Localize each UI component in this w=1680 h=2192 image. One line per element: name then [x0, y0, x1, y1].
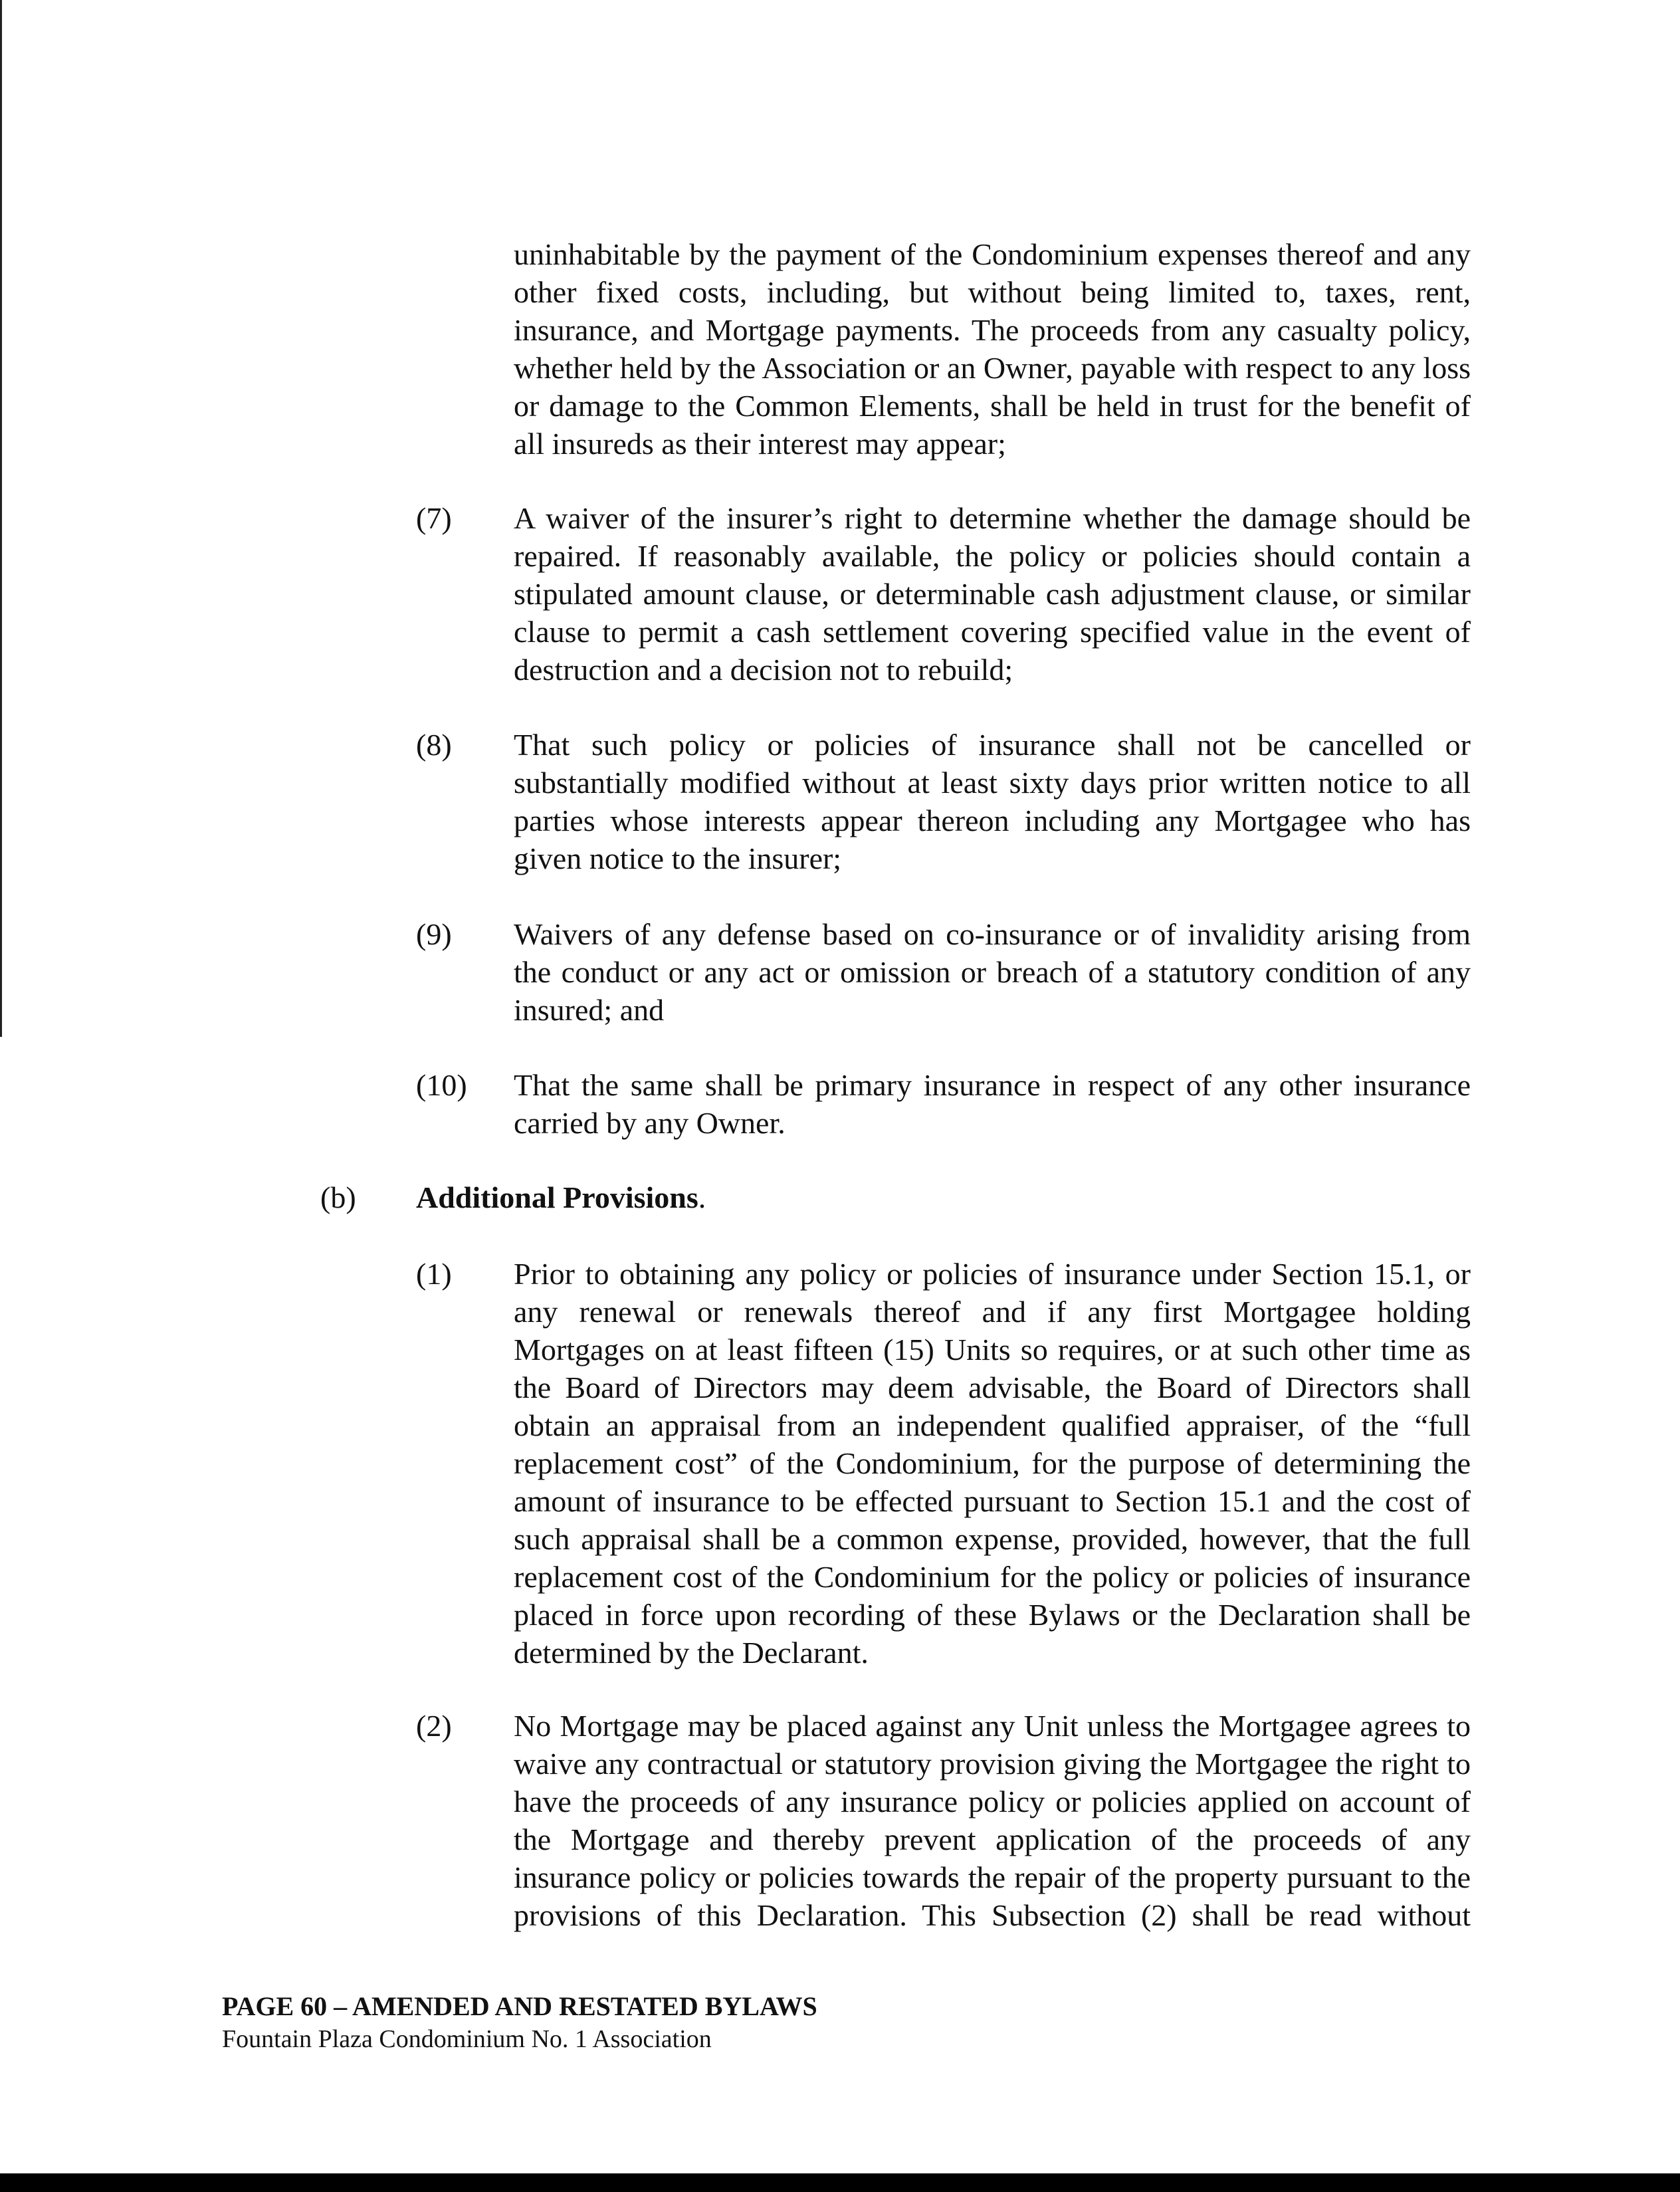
- item-number-7: (7): [416, 501, 452, 535]
- item-text-9: Waivers of any defense based on co-insurance or of invalidity arising from the conduct or any act or omission or breach of a statutory condition of any insured; and: [514, 917, 1471, 1027]
- item-b-text-1: Prior to obtaining any policy or policies of insurance under Section 15.1, or any renewal or renewals thereof and if any first Mortgagee holding Mortgages on at least fifteen (15) Units so requires, or at such other time as the Board of Directors may deem advisable, the Board of Directors shall obtain an appraisal from an independent qualified appraiser, of the “full replacement cost” of the Condominium, for the purpose of determining the amount of insurance to be effected pursuant to Section 15.1 and the cost of such appraisal shall be a common expense, provided, however, that the full replacement cost of the Condominium for the policy or policies of insurance placed in force upon recording of these Bylaws or the Declaration shall be determined by the Declarant.: [514, 1257, 1471, 1670]
- item-b-text-2: No Mortgage may be placed against any Unit unless the Mortgagee agrees to waive any contractual or statutory provision giving the Mortgagee the right to have the proceeds of any insurance policy or policies applied on account of the Mortgage and thereby prevent application of the proceeds of any insurance policy or policies towards the repair of the property pursuant to the provisions of this Declaration. This Subsection (2) shall be read without: [514, 1709, 1471, 1932]
- item-text-7: A waiver of the insurer’s right to determine whether the damage should be repaired. If reasonably available, the policy or policies should contain a stipulated amount clause, or determinable cash adjustment clause, or similar clause to permit a cash settlement covering specified value in the event of destruction and a decision not to rebuild;: [514, 501, 1471, 687]
- item-b-number-2: (2): [416, 1709, 452, 1743]
- item-text-10: That the same shall be primary insurance in respect of any other insurance carried by any Owner.: [514, 1068, 1471, 1140]
- continuation-paragraph: uninhabitable by the payment of the Condominium expenses thereof and any other fixed costs, including, but without being limited to, taxes, rent, insurance, and Mortgage payments. The proceeds from any casualty policy, whether held by the Association or an Owner, payable with respect to any loss or damage to the Common Elements, shall be held in trust for the benefit of all insureds as their interest may appear;: [514, 237, 1471, 461]
- page-edge-left: [0, 0, 2, 1037]
- footer-page-title: PAGE 60 – AMENDED AND RESTATED BYLAWS: [222, 1991, 817, 2021]
- page-edge-bottom: [0, 2173, 1680, 2192]
- item-text-8: That such policy or policies of insurance shall not be cancelled or substantially modified without at least sixty days prior written notice to all parties whose interests appear thereon including any Mortgagee who has given notice to the insurer;: [514, 728, 1471, 875]
- item-number-10: (10): [416, 1068, 467, 1102]
- item-number-8: (8): [416, 728, 452, 762]
- item-b-number-1: (1): [416, 1257, 452, 1291]
- item-number-9: (9): [416, 917, 452, 951]
- section-b-title: Additional Provisions: [416, 1180, 698, 1214]
- footer-association-name: Fountain Plaza Condominium No. 1 Association: [222, 2025, 712, 2053]
- section-b-heading: [416, 1178, 706, 1216]
- section-b-title-period: .: [698, 1180, 706, 1214]
- section-b-label: (b): [320, 1180, 356, 1214]
